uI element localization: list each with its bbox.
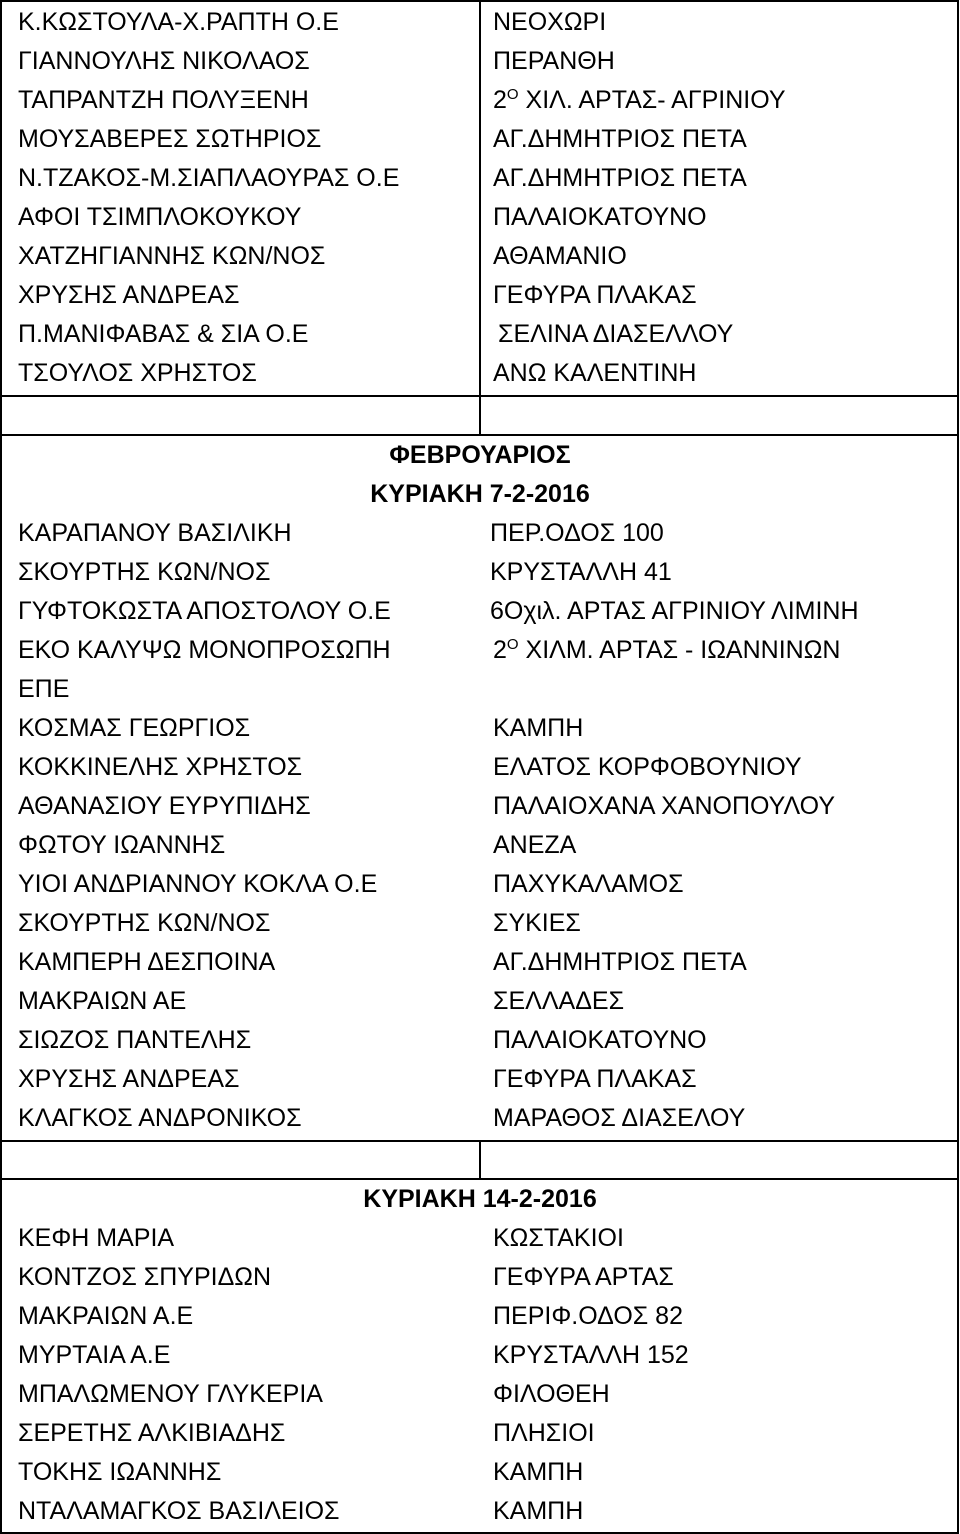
entry-name: ΣΙΩΖΟΣ ΠΑΝΤΕΛΗΣ	[18, 1026, 252, 1054]
entry-name: ΜΟΥΣΑΒΕΡΕΣ ΣΩΤΗΡΙΟΣ	[18, 125, 322, 153]
place-rest: ΧΙΛ. ΑΡΤΑΣ- ΑΓΡΙΝΙΟΥ	[518, 86, 786, 114]
entry-name: Π.ΜΑΝΙΦΑΒΑΣ & ΣΙΑ Ο.Ε	[18, 320, 309, 348]
entry-name: ΥΙΟΙ ΑΝΔΡΙΑΝΝΟΥ ΚΟΚΛΑ Ο.Ε	[18, 870, 378, 898]
entry-name: ΓΥΦΤΟΚΩΣΤΑ ΑΠΟΣΤΟΛΟΥ Ο.Ε	[18, 597, 391, 625]
entry-name-continued: ΕΠΕ	[18, 675, 70, 703]
entry-place: ΑΓ.ΔΗΜΗΤΡΙΟΣ ΠΕΤΑ	[493, 125, 747, 153]
entry-place: ΣΕΛΛΑΔΕΣ	[493, 987, 625, 1015]
entry-name: ΚΟΣΜΑΣ ΓΕΩΡΓΙΟΣ	[18, 714, 251, 742]
column-divider-blank-1	[479, 395, 481, 434]
entry-name: ΤΟΚΗΣ ΙΩΑΝΝΗΣ	[18, 1458, 222, 1486]
entry-name: ΜΑΚΡΑΙΩΝ ΑΕ	[18, 987, 187, 1015]
divider-before-blank-row-1	[0, 395, 959, 397]
entry-name: ΣΚΟΥΡΤΗΣ ΚΩΝ/ΝΟΣ	[18, 909, 271, 937]
entry-name: ΕΚΟ ΚΑΛΥΨΩ ΜΟΝΟΠΡΟΣΩΠΗ	[18, 636, 391, 664]
entry-place: ΓΕΦΥΡΑ ΑΡΤΑΣ	[493, 1263, 674, 1291]
entry-place: ΓΕΦΥΡΑ ΠΛΑΚΑΣ	[493, 281, 697, 309]
entry-place: ΕΛΑΤΟΣ ΚΟΡΦΟΒΟΥΝΙΟΥ	[493, 753, 802, 781]
entry-name: ΚΛΑΓΚΟΣ ΑΝΔΡΟΝΙΚΟΣ	[18, 1104, 302, 1132]
outer-right-border	[957, 0, 959, 1534]
entry-place: ΑΓ.ΔΗΜΗΤΡΙΟΣ ΠΕΤΑ	[493, 948, 747, 976]
place-number: 2	[493, 636, 507, 664]
entry-place: ΠΛΗΣΙΟΙ	[493, 1419, 595, 1447]
entry-name: ΚΑΜΠΕΡΗ ΔΕΣΠΟΙΝΑ	[18, 948, 276, 976]
entry-name: ΚΕΦΗ ΜΑΡΙΑ	[18, 1224, 175, 1252]
entry-place: 6Οχιλ. ΑΡΤΑΣ ΑΓΡΙΝΙΟΥ ΛΙΜΙΝΗ	[490, 597, 859, 625]
entry-place: ΑΝΕΖΑ	[493, 831, 577, 859]
column-divider-blank-2	[479, 1140, 481, 1179]
entry-place: ΣΕΛΙΝΑ ΔΙΑΣΕΛΛΟΥ	[498, 320, 734, 348]
entry-place: ΝΕΟΧΩΡΙ	[493, 8, 607, 36]
entry-place: ΠΑΧΥΚΑΛΑΜΟΣ	[493, 870, 684, 898]
entry-place: ΠΕΡΑΝΘΗ	[493, 47, 615, 75]
entry-name: ΚΟΚΚΙΝΕΛΗΣ ΧΡΗΣΤΟΣ	[18, 753, 303, 781]
entry-name: ΓΙΑΝΝΟΥΛΗΣ ΝΙΚΟΛΑΟΣ	[18, 47, 310, 75]
entry-place: ΑΝΩ ΚΑΛΕΝΤΙΝΗ	[493, 359, 697, 387]
entry-place: ΠΕΡΙΦ.ΟΔΟΣ 82	[493, 1302, 683, 1330]
entry-place: ΦΙΛΟΘΕΗ	[493, 1380, 610, 1408]
entry-place: ΚΡΥΣΤΑΛΛΗ 41	[490, 558, 672, 586]
column-divider-1	[479, 0, 481, 434]
entry-name: ΜΥΡΤΑΙΑ Α.Ε	[18, 1341, 171, 1369]
entry-name: Κ.ΚΩΣΤΟΥΛΑ-Χ.ΡΑΠΤΗ Ο.Ε	[18, 8, 339, 36]
date-heading: ΚΥΡΙΑΚΗ 7-2-2016	[370, 480, 590, 508]
entry-name: ΚΟΝΤΖΟΣ ΣΠΥΡΙΔΩΝ	[18, 1263, 272, 1291]
entry-place: ΓΕΦΥΡΑ ΠΛΑΚΑΣ	[493, 1065, 697, 1093]
entry-place: ΠΑΛΑΙΟΚΑΤΟΥΝΟ	[493, 1026, 707, 1054]
entry-name: ΤΑΠΡΑΝΤΖΗ ΠΟΛΥΞΕΝΗ	[18, 86, 309, 114]
entry-name: ΑΘΑΝΑΣΙΟΥ ΕΥΡΥΠΙΔΗΣ	[18, 792, 311, 820]
entry-place: ΚΑΜΠΗ	[493, 714, 584, 742]
entry-place: ΚΑΜΠΗ	[493, 1497, 584, 1525]
entry-name: Ν.ΤΖΑΚΟΣ-Μ.ΣΙΑΠΛΑΟΥΡΑΣ Ο.Ε	[18, 164, 400, 192]
entry-place: ΚΑΜΠΗ	[493, 1458, 584, 1486]
entry-name: ΜΑΚΡΑΙΩΝ Α.Ε	[18, 1302, 194, 1330]
entry-name: ΧΡΥΣΗΣ ΑΝΔΡΕΑΣ	[18, 1065, 240, 1093]
entry-place	[493, 631, 840, 670]
entry-name: ΧΡΥΣΗΣ ΑΝΔΡΕΑΣ	[18, 281, 240, 309]
entry-name: ΧΑΤΖΗΓΙΑΝΝΗΣ ΚΩΝ/ΝΟΣ	[18, 242, 326, 270]
place-number: 2	[493, 86, 507, 114]
entry-name: ΚΑΡΑΠΑΝΟΥ ΒΑΣΙΛΙΚΗ	[18, 519, 292, 547]
place-rest: ΧΙΛΜ. ΑΡΤΑΣ - ΙΩΑΝΝΙΝΩΝ	[518, 636, 841, 664]
entry-place: ΑΘΑΜΑΝΙΟ	[493, 242, 627, 270]
entry-name: ΑΦΟΙ ΤΣΙΜΠΛΟΚΟΥΚΟΥ	[18, 203, 302, 231]
entry-name: ΣΕΡΕΤΗΣ ΑΛΚΙΒΙΑΔΗΣ	[18, 1419, 286, 1447]
entry-place: ΜΑΡΑΘΟΣ ΔΙΑΣΕΛΟΥ	[493, 1104, 746, 1132]
entry-name: ΤΣΟΥΛΟΣ ΧΡΗΣΤΟΣ	[18, 359, 257, 387]
entry-name: ΝΤΑΛΑΜΑΓΚΟΣ ΒΑΣΙΛΕΙΟΣ	[18, 1497, 340, 1525]
entry-place: ΠΑΛΑΙΟΚΑΤΟΥΝΟ	[493, 203, 707, 231]
entry-name: ΣΚΟΥΡΤΗΣ ΚΩΝ/ΝΟΣ	[18, 558, 271, 586]
outer-left-border	[0, 0, 2, 1534]
entry-name: ΜΠΑΛΩΜΕΝΟΥ ΓΛΥΚΕΡΙΑ	[18, 1380, 323, 1408]
entry-name: ΦΩΤΟΥ ΙΩΑΝΝΗΣ	[18, 831, 226, 859]
place-ordinal: Ο	[506, 636, 519, 653]
entry-place: ΣΥΚΙΕΣ	[493, 909, 581, 937]
entry-place: ΠΕΡ.ΟΔΟΣ 100	[490, 519, 664, 547]
entry-place: ΠΑΛΑΙΟΧΑΝΑ ΧΑΝΟΠΟΥΛΟΥ	[493, 792, 835, 820]
entry-place: ΑΓ.ΔΗΜΗΤΡΙΟΣ ΠΕΤΑ	[493, 164, 747, 192]
date-heading: ΚΥΡΙΑΚΗ 14-2-2016	[363, 1185, 597, 1213]
entry-place: ΚΡΥΣΤΑΛΛΗ 152	[493, 1341, 689, 1369]
place-ordinal: Ο	[506, 86, 519, 103]
month-heading: ΦΕΒΡΟΥΑΡΙΟΣ	[389, 441, 571, 469]
entry-place	[493, 81, 786, 120]
entry-place: ΚΩΣΤΑΚΙΟΙ	[493, 1224, 624, 1252]
